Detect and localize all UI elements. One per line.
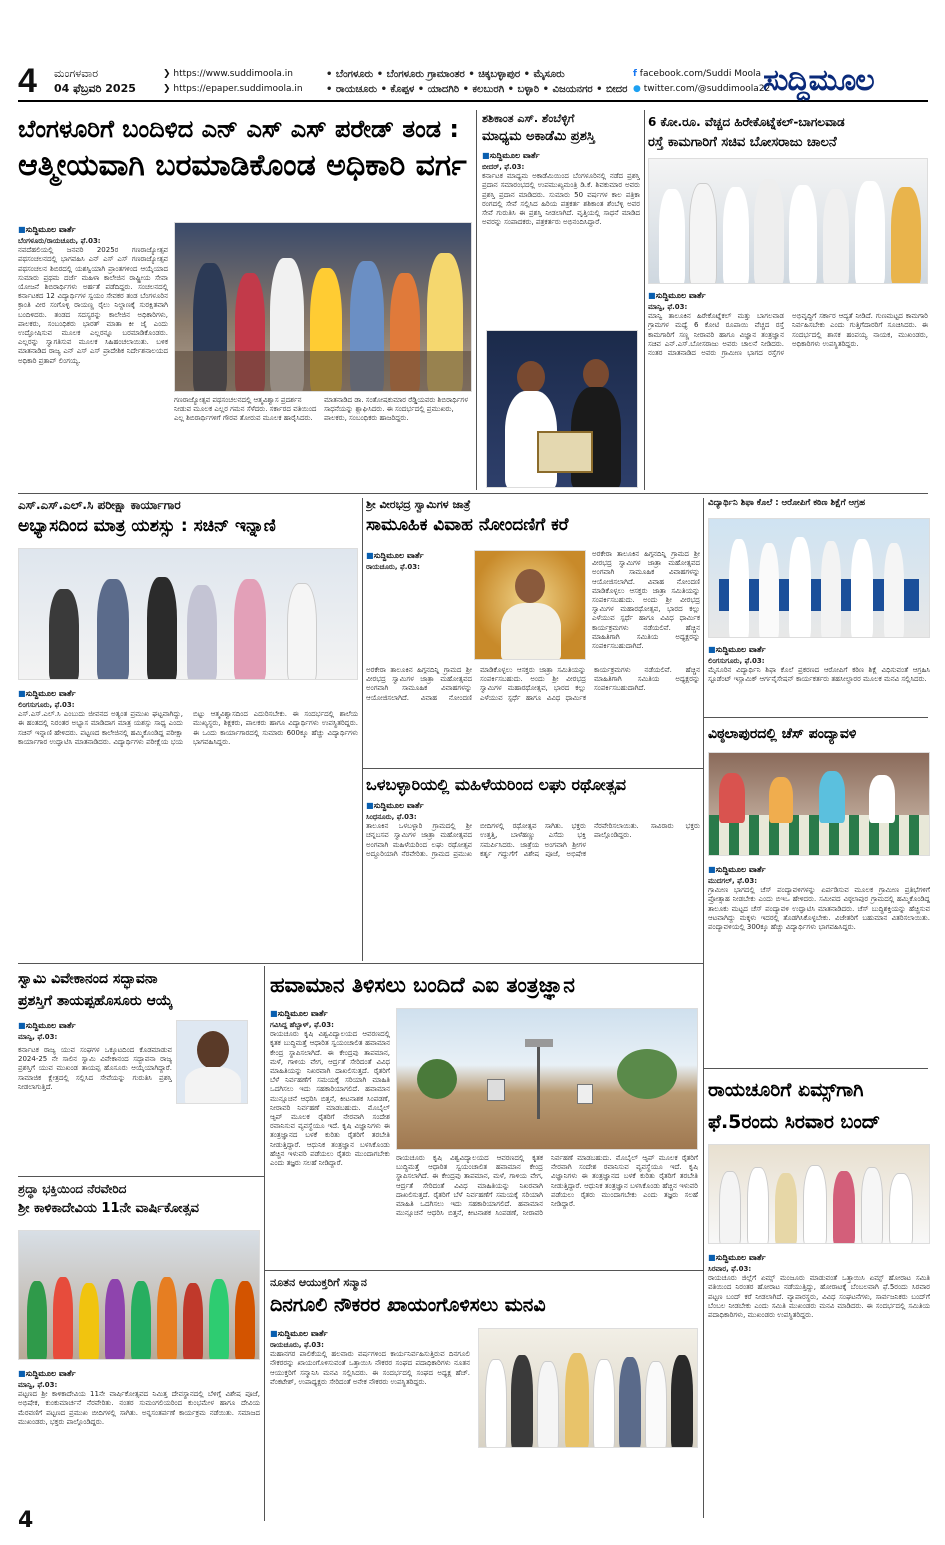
- article-mass-marriage: [366, 498, 700, 766]
- dateline: ಮಾನ್ವಿ, ಫೆ.03:: [18, 1381, 58, 1389]
- article-body: ರಾಯಚೂರು ಜಿಲ್ಲೆಗೆ ಏಮ್ಸ್ ಮಂಜೂರು ಮಾಡುವಂತೆ ಒತ್ತಾಯಿಸಿ ಏಮ್ಸ್ ಹೋರಾಟ ಸಮಿತಿ ವತಿಯಿಂದ ನಿರಂತರ ಹೋರಾಟ ನಡೆಯುತ್ತಿದ್ದು, ಹೋರಾಟಕ್ಕೆ ಬೆಂಬಲವಾಗಿ ಫೆ.5ರಂದು ಸಿರವಾರ ಪಟ್ಟಣ ಬಂದ್ ಕರೆ ನೀಡಲಾಗಿದೆ. ವ್ಯಾಪಾರಸ್ಥರು, ವಿವಿಧ ಸಂಘಟನೆಗಳು, ಸಾರ್ವಜನಿಕರು ಬಂದ್‌ಗೆ ಬೆಂಬಲ ನೀಡಬೇಕು ಎಂದು ಸಮಿತಿ ಮುಖಂಡರು ಮನವಿ ಮಾಡಿದರು. ಈ ಸಂದರ್ಭದಲ್ಲಿ ಸಮಿತಿಯ ಪದಾಧಿಕಾರಿಗಳು, ಮುಖಂಡರು ಉಪಸ್ಥಿತರಿದ್ದರು.: [708, 1274, 930, 1320]
- photo-sslc-felicitation: [18, 548, 358, 680]
- site-link[interactable]: https://www.suddimoola.in: [173, 69, 293, 79]
- dateline: ಮಾನ್ವಿ, ಫೆ.03:: [18, 1033, 58, 1041]
- photo-procession: [18, 1230, 260, 1360]
- twitter-link[interactable]: twitter.com/@suddimoola22: [643, 84, 771, 94]
- article-aiims-bandh: [708, 1074, 930, 1520]
- article-daily-wage-workers: [270, 1276, 700, 1520]
- kicker: ಶಶಿಕಾಂತ ಎಸ್. ಶೆಂಬೆಳ್ಳಿಗೆ: [482, 112, 575, 125]
- article-student-protest: [708, 498, 930, 716]
- epaper-link[interactable]: https://epaper.suddimoola.in: [173, 84, 303, 94]
- page-number-footer: 4: [18, 1508, 34, 1533]
- article-body: ಪಟ್ಟಣದ ಶ್ರೀ ಕಾಳಿಕಾದೇವಿಯ 11ನೇ ವಾರ್ಷಿಕೋತ್ಸವದ ನಿಮಿತ್ತ ದೇವಸ್ಥಾನದಲ್ಲಿ ಬೆಳಿಗ್ಗೆ ವಿಶೇಷ ಪೂಜೆ, ಅಭಿಷೇಕ, ಕುಂಕುಮಾರ್ಚನೆ ನೆರವೇರಿತು. ನಂತರ ಸುಮಂಗಲಿಯರಿಂದ ಕುಂಭಮೇಳ ಹಾಗೂ ದೇವಿಯ ಮೆರವಣಿಗೆ ಪಟ್ಟಣದ ಪ್ರಮುಖ ಬೀದಿಗಳಲ್ಲಿ ಸಾಗಿತು. ಅನ್ನಸಂತರ್ಪಣೆ ಕಾರ್ಯಕ್ರಮ ನಡೆಯಿತು. ಸಮಾಜದ ಮುಖಂಡರು, ಭಕ್ತರು ಪಾಲ್ಗೊಂಡಿದ್ದರು.: [18, 1390, 260, 1426]
- arrow-icon: ❯: [163, 69, 171, 79]
- facebook-link[interactable]: facebook.com/Suddi Moola: [639, 69, 762, 79]
- headline: ವಿಠ್ಠಲಾಪುರದಲ್ಲಿ ಚೆಸ್ ಪಂದ್ಯಾವಳಿ: [708, 726, 857, 742]
- article-body-continued: ರಾಯಚೂರು ಕೃಷಿ ವಿಶ್ವವಿದ್ಯಾಲಯದ ಆವರಣದಲ್ಲಿ ಕೃತಕ ಬುದ್ಧಿಮತ್ತೆ ಆಧಾರಿತ ಸ್ವಯಂಚಾಲಿತ ಹವಾಮಾನ ಕೇಂದ್ರ ಸ್ಥಾಪಿಸಲಾಗಿದೆ. ಈ ಕೇಂದ್ರವು ತಾಪಮಾನ, ಮಳೆ, ಗಾಳಿಯ ವೇಗ, ಆರ್ದ್ರತೆ ಸೇರಿದಂತೆ ವಿವಿಧ ಮಾಹಿತಿಯನ್ನು ನಿಖರವಾಗಿ ದಾಖಲಿಸುತ್ತದೆ. ರೈತರಿಗೆ ಬೆಳೆ ನಿರ್ವಹಣೆಗೆ ಸಮಯಕ್ಕೆ ಸರಿಯಾಗಿ ಮಾಹಿತಿ ಒದಗಿಸಲು ಇದು ಸಹಕಾರಿಯಾಗಲಿದೆ. ಹವಾಮಾನ ಮುನ್ಸೂಚನೆ ಆಧರಿಸಿ ಬಿತ್ತನೆ, ಕೀಟನಾಶಕ ಸಿಂಪಡಣೆ, ನೀರಾವರಿ ನಿರ್ವಹಣೆ ಮಾಡಬಹುದು. ಮೊಬೈಲ್ ಆ್ಯಪ್ ಮೂಲಕ ರೈತರಿಗೆ ನೇರವಾಗಿ ಸಂದೇಶ ರವಾನಿಸುವ ವ್ಯವಸ್ಥೆಯೂ ಇದೆ. ಕೃಷಿ ವಿಜ್ಞಾನಿಗಳು ಈ ತಂತ್ರಜ್ಞಾನದ ಬಳಕೆ ಕುರಿತು ರೈತರಿಗೆ ತರಬೇತಿ ನೀಡುತ್ತಿದ್ದಾರೆ. ಆಧುನಿಕ ತಂತ್ರಜ್ಞಾನ ಬಳಸಿಕೊಂಡು ಹೆಚ್ಚಿನ ಇಳುವರಿ ಪಡೆಯಲು ರೈತರು ಮುಂದಾಗಬೇಕು ಎಂದು ತಜ್ಞರು ಸಲಹೆ ನೀಡಿದ್ದಾರೆ.: [396, 1154, 698, 1218]
- photo-chess-players: [708, 752, 930, 856]
- article-nss-parade: [18, 112, 473, 490]
- article-road-works: [648, 112, 930, 490]
- byline: ■ ಸುದ್ದಿಮೂಲ ವಾರ್ತೆ: [270, 1329, 470, 1339]
- kicker: ವಿದ್ಯಾರ್ಥಿನಿ ಶಿಫಾ ಕೊಲೆ : ಆರೋಪಿಗೆ ಕಠಿಣ ಶಿಕ್ಷೆಗೆ ಆಗ್ರಹ: [708, 498, 866, 508]
- masthead: [18, 62, 928, 102]
- byline: ■ ಸುದ್ದಿಮೂಲ ವಾರ್ತೆ: [366, 801, 700, 811]
- headline: ಮಾಧ್ಯಮ ಅಕಾಡೆಮಿ ಪ್ರಶಸ್ತಿ: [482, 129, 595, 144]
- byline: ■ ಸುದ್ದಿಮೂಲ ವಾರ್ತೆ: [18, 225, 168, 235]
- photo-weather-station: [396, 1008, 698, 1150]
- photo-award-ceremony: [486, 330, 638, 488]
- article-sslc-workshop: [18, 498, 358, 960]
- arrow-icon: ❯: [163, 84, 171, 94]
- photo-nss-team: [174, 222, 472, 392]
- photo-aiims-committee: [708, 1144, 930, 1244]
- dateline: ಲಿಂಗಸುಗೂರು, ಫೆ.03:: [18, 701, 75, 709]
- headline: ಸಾಮೂಹಿಕ ವಿವಾಹ ನೋಂದಣಿಗೆ ಕರೆ: [366, 515, 569, 535]
- dateline: ಸಿಂಧನೂರು, ಫೆ.03:: [366, 813, 417, 821]
- social-links: [633, 67, 770, 97]
- article-chariot-festival: [366, 772, 700, 960]
- kicker: ಶ್ರದ್ಧಾ ಭಕ್ತಿಯಿಂದ ನೆರವೇರಿದ: [18, 1182, 127, 1196]
- article-body: ಮಾನ್ವಿ ತಾಲೂಕಿನ ಹಿರೇಕೊಟ್ನೆಕಲ್ ಮತ್ತು ಬಾಗಲವಾಡ ಗ್ರಾಮಗಳ ಮಧ್ಯೆ 6 ಕೋಟಿ ರೂಪಾಯಿ ವೆಚ್ಚದ ರಸ್ತೆ ಕಾಮಗಾರಿಗೆ ಸಣ್ಣ ನೀರಾವರಿ ಹಾಗೂ ವಿಜ್ಞಾನ ತಂತ್ರಜ್ಞಾನ ಸಚಿವ ಎನ್.ಎಸ್.ಬೋಸರಾಜು ಅವರು ಚಾಲನೆ ನೀಡಿದರು. ನಂತರ ಮಾತನಾಡಿದ ಅವರು ಗ್ರಾಮೀಣ ಭಾಗದ ರಸ್ತೆಗಳ ಅಭಿವೃದ್ಧಿಗೆ ಸರ್ಕಾರ ಆದ್ಯತೆ ನೀಡಿದೆ. ಗುಣಮಟ್ಟದ ಕಾಮಗಾರಿ ನಿರ್ವಹಿಸಬೇಕು ಎಂದು ಗುತ್ತಿಗೆದಾರರಿಗೆ ಸೂಚಿಸಿದರು. ಈ ಸಂದರ್ಭದಲ್ಲಿ ಶಾಸಕ ಹಂಪಯ್ಯ ನಾಯಕ, ಮುಖಂಡರು, ಅಧಿಕಾರಿಗಳು ಉಪಸ್ಥಿತರಿದ್ದರು.: [648, 312, 928, 358]
- byline: ■ ಸುದ್ದಿಮೂಲ ವಾರ್ತೆ: [708, 865, 930, 875]
- headline: ರಸ್ತೆ ಕಾಮಗಾರಿಗೆ ಸಚಿವ ಬೋಸರಾಜು ಚಾಲನೆ: [648, 135, 837, 150]
- headline: ಫೆ.5ರಂದು ಸಿರವಾರ ಬಂದ್: [708, 1111, 881, 1133]
- byline: ■ ಸುದ್ದಿಮೂಲ ವಾರ್ತೆ: [270, 1009, 390, 1019]
- kicker: ನೂತನ ಆಯುಕ್ತರಿಗೆ ಸನ್ಮಾನ: [270, 1276, 367, 1289]
- article-body: ಎಸ್.ಎಸ್.ಎಲ್.ಸಿ ಎಂಬುದು ಜೀವನದ ಅತ್ಯಂತ ಪ್ರಮುಖ ಘಟ್ಟವಾಗಿದ್ದು, ಈ ಹಂತದಲ್ಲಿ ನಿರಂತರ ಅಭ್ಯಾಸ ಮಾಡಿದಾಗ ಮಾತ್ರ ಯಶಸ್ಸು ಸಾಧ್ಯ ಎಂದು ಸಚಿನ್ ಇನ್ನಾಣಿ ಹೇಳಿದರು. ಪಟ್ಟಣದ ಕಾಲೇಜಿನಲ್ಲಿ ಹಮ್ಮಿಕೊಂಡಿದ್ದ ಪರೀಕ್ಷಾ ಕಾರ್ಯಾಗಾರ ಉದ್ಘಾಟಿಸಿ ಮಾತನಾಡಿದರು. ವಿದ್ಯಾರ್ಥಿಗಳು ಪರೀಕ್ಷೆಯ ಭಯ ಬಿಟ್ಟು ಆತ್ಮವಿಶ್ವಾಸದಿಂದ ಎದುರಿಸಬೇಕು. ಈ ಸಂದರ್ಭದಲ್ಲಿ ಶಾಲೆಯ ಮುಖ್ಯಸ್ಥರು, ಶಿಕ್ಷಕರು, ಪಾಲಕರು ಹಾಗೂ ವಿದ್ಯಾರ್ಥಿಗಳು ಉಪಸ್ಥಿತರಿದ್ದರು. ಈ ಒಂದು ಕಾರ್ಯಾಗಾರದಲ್ಲಿ ಸುಮಾರು 600ಕ್ಕೂ ಹೆಚ್ಚು ವಿದ್ಯಾರ್ಥಿಗಳು ಭಾಗವಹಿಸಿದ್ದರು.: [18, 710, 358, 746]
- article-body: ನವದೆಹಲಿಯಲ್ಲಿ ಜನವರಿ 2025ರ ಗಣರಾಜ್ಯೋತ್ಸವ ಪಥಸಂಚಲನದಲ್ಲಿ ಭಾಗವಹಿಸಿ ಎನ್ ಎಸ್ ಎಸ್ ಗಣರಾಜ್ಯೋತ್ಸವ ಪಥಸಂಚಲನ ಶಿಬಿರದಲ್ಲಿ ಯಶಸ್ವಿಯಾಗಿ ಪ್ರಾಂತಗಳಿಂದ ಆಯ್ಕೆಯಾದ ಸುಮಾರು ಪ್ರಥಮ ದರ್ಜೆ ಮಹಿಳಾ ಕಾಲೇಜಿನ ರಾಷ್ಟ್ರೀಯ ಸೇವಾ ಯೋಜನೆ ಶಿಬಿರಾರ್ಥಿಗಳು ಅರ್ಹತೆ ಪಡೆದಿದ್ದರು. ಸಂಚಲನದಲ್ಲಿ ಕರ್ನಾಟಕದ 12 ವಿದ್ಯಾರ್ಥಿಗಳ ಸ್ವಯಂ ಸೇವಕರ ತಂಡ ಬೆಂಗಳೂರಿನ ಕ್ರಾಂತಿ ವೀರ ಸಂಗೊಳ್ಳಿ ರಾಯಣ್ಣ ರೈಲು ನಿಲ್ದಾಣಕ್ಕೆ ಸುರಕ್ಷಿತವಾಗಿ ಬಂದಿಳಿದರು. ತಂಡದ ಸದಸ್ಯರನ್ನು ಕಾಲೇಜಿನ ಅಧಿಕಾರಿಗಳು, ಪಾಲಕರು, ಸಂಬಂಧಿಕರು ಭಾರತ್ ಮಾತಾ ಕೀ ಜೈ ಎಂದು ಉದ್ಘೋಷಿಸುವ ಮೂಲಕ ಎಲ್ಲರನ್ನೂ ಬರಮಾಡಿಕೊಂಡರು. ಎಲ್ಲರನ್ನು ಸ್ವಾಗತಿಸುವ ಮೂಲಕ ಸಿಹಿಹಂಚಲಾಯಿತು. ಬಳಿಕ ಮಾತನಾಡಿದ ರಾಜ್ಯ ಎನ್ ಎಸ್ ಎಸ್ ಪ್ರಾದೇಶಿಕ ನಿರ್ದೇಶನಾಲಯದ ಅಧಿಕಾರಿ ಪ್ರತಾಪ್ ಲಿಂಗಯ್ಯ.: [18, 246, 168, 365]
- headline: ರಾಯಚೂರಿಗೆ ಏಮ್ಸ್‌ಗಾಗಿ: [708, 1079, 864, 1101]
- photo-minister-inauguration: [648, 158, 928, 284]
- dateline: ಬೀದರ್, ಫೆ.03:: [482, 163, 525, 171]
- photo-protest: [708, 518, 930, 638]
- kicker: ಎಸ್.ಎಸ್.ಎಲ್.ಸಿ ಪರೀಕ್ಷಾ ಕಾರ್ಯಾಗಾರ: [18, 498, 181, 512]
- issue-date: ಮಂಗಳವಾರ 04 ಫೆಬ್ರವರಿ 2025: [54, 67, 136, 95]
- article-vivekananda-award: [18, 968, 260, 1173]
- article-body: ಮಹಾನಗರ ಪಾಲಿಕೆಯಲ್ಲಿ ಹಲವಾರು ವರ್ಷಗಳಿಂದ ಕಾರ್ಯನಿರ್ವಹಿಸುತ್ತಿರುವ ದಿನಗೂಲಿ ನೌಕರರನ್ನು ಖಾಯಂಗೊಳಿಸುವಂತೆ ಒತ್ತಾಯಿಸಿ ನೌಕರರ ಸಂಘದ ಪದಾಧಿಕಾರಿಗಳು ನೂತನ ಆಯುಕ್ತರಿಗೆ ಸನ್ಮಾನಿಸಿ ಮನವಿ ಸಲ್ಲಿಸಿದರು. ಈ ಸಂದರ್ಭದಲ್ಲಿ ಸಂಘದ ಅಧ್ಯಕ್ಷ ಹೆಚ್. ವೆಂಕಟೇಶ್, ಉಪಾಧ್ಯಕ್ಷರು ಸೇರಿದಂತೆ ಅನೇಕ ನೌಕರರು ಉಪಸ್ಥಿತರಿದ್ದರು.: [270, 1350, 470, 1386]
- article-body: ಕರ್ನಾಟಕ ರಾಜ್ಯ ಯುವ ಸಂಘಗಳ ಒಕ್ಕೂಟದಿಂದ ಕೊಡಮಾಡುವ 2024-25 ನೇ ಸಾಲಿನ ಸ್ವಾಮಿ ವಿವೇಕಾನಂದ ಸದ್ಭಾವನಾ ರಾಜ್ಯ ಪ್ರಶಸ್ತಿಗೆ ಯುವ ಮುಖಂಡ ತಾಯಪ್ಪ ಹೊಸೂರು ಆಯ್ಕೆಯಾಗಿದ್ದಾರೆ. ಸಾಮಾಜಿಕ ಕ್ಷೇತ್ರದಲ್ಲಿ ಸಲ್ಲಿಸಿದ ಸೇವೆಯನ್ನು ಗುರುತಿಸಿ ಪ್ರಶಸ್ತಿ ನೀಡಲಾಗುತ್ತಿದೆ.: [18, 1046, 172, 1091]
- dateline: ರಾಯಚೂರು, ಫೆ.03:: [270, 1341, 324, 1349]
- dateline: ಸಿರವಾರ, ಫೆ.03:: [708, 1265, 752, 1273]
- article-body: ಗ್ರಾಮೀಣ ಭಾಗದಲ್ಲಿ ಚೆಸ್ ಪಂದ್ಯಾವಳಿಗಳನ್ನು ಏರ್ಪಡಿಸುವ ಮೂಲಕ ಗ್ರಾಮೀಣ ಪ್ರತಿಭೆಗಳಿಗೆ ಪ್ರೋತ್ಸಾಹ ನೀಡಬೇಕು ಎಂದು ಬಿಇಒ ಹೇಳಿದರು. ಸಮೀಪದ ವಿಠ್ಠಲಾಪುರ ಗ್ರಾಮದಲ್ಲಿ ಹಮ್ಮಿಕೊಂಡಿದ್ದ ತಾಲೂಕು ಮಟ್ಟದ ಚೆಸ್ ಪಂದ್ಯಾವಳಿ ಉದ್ಘಾಟಿಸಿ ಮಾತನಾಡಿದರು. ಚೆಸ್ ಬುದ್ಧಿಶಕ್ತಿಯನ್ನು ಹೆಚ್ಚಿಸುವ ಆಟವಾಗಿದ್ದು ಮಕ್ಕಳು ಇದರಲ್ಲಿ ತೊಡಗಿಸಿಕೊಳ್ಳಬೇಕು. ವಿಜೇತರಿಗೆ ಬಹುಮಾನ ವಿತರಿಸಲಾಯಿತು. ಪಂದ್ಯಾವಳಿಯಲ್ಲಿ 300ಕ್ಕೂ ಹೆಚ್ಚು ವಿದ್ಯಾರ್ಥಿಗಳು ಭಾಗವಹಿಸಿದ್ದರು.: [708, 886, 930, 932]
- headline: ಹವಾಮಾನ ತಿಳಿಸಲು ಬಂದಿದೆ ಎಐ ತಂತ್ರಜ್ಞಾನ: [270, 973, 575, 997]
- dateline: ಮುದಗಲ್, ಫೆ.03:: [708, 877, 758, 885]
- photo-commissioner-felicitation: [478, 1328, 698, 1448]
- edition-cities: • ಬೆಂಗಳೂರು • ಬೆಂಗಳೂರು ಗ್ರಾಮಾಂತರ • ಚಿಕ್ಕಬಳ್ಳಾಪುರ • ಮೈಸೂರು • ರಾಯಚೂರು • ಕೊಪ್ಪಳ • ಯಾದಗಿರಿ • ಕಲಬುರಗಿ • ಬಳ್ಳಾರಿ • ವಿಜಯನಗರ • ಬೀದರ: [326, 69, 628, 95]
- article-ai-weather: [270, 968, 700, 1268]
- article-body: ರಾಯಚೂರು ಕೃಷಿ ವಿಶ್ವವಿದ್ಯಾಲಯದ ಆವರಣದಲ್ಲಿ ಕೃತಕ ಬುದ್ಧಿಮತ್ತೆ ಆಧಾರಿತ ಸ್ವಯಂಚಾಲಿತ ಹವಾಮಾನ ಕೇಂದ್ರ ಸ್ಥಾಪಿಸಲಾಗಿದೆ. ಈ ಕೇಂದ್ರವು ತಾಪಮಾನ, ಮಳೆ, ಗಾಳಿಯ ವೇಗ, ಆರ್ದ್ರತೆ ಸೇರಿದಂತೆ ವಿವಿಧ ಮಾಹಿತಿಯನ್ನು ನಿಖರವಾಗಿ ದಾಖಲಿಸುತ್ತದೆ. ರೈತರಿಗೆ ಬೆಳೆ ನಿರ್ವಹಣೆಗೆ ಸಮಯಕ್ಕೆ ಸರಿಯಾಗಿ ಮಾಹಿತಿ ಒದಗಿಸಲು ಇದು ಸಹಕಾರಿಯಾಗಲಿದೆ. ಹವಾಮಾನ ಮುನ್ಸೂಚನೆ ಆಧರಿಸಿ ಬಿತ್ತನೆ, ಕೀಟನಾಶಕ ಸಿಂಪಡಣೆ, ನೀರಾವರಿ ನಿರ್ವಹಣೆ ಮಾಡಬಹುದು. ಮೊಬೈಲ್ ಆ್ಯಪ್ ಮೂಲಕ ರೈತರಿಗೆ ನೇರವಾಗಿ ಸಂದೇಶ ರವಾನಿಸುವ ವ್ಯವಸ್ಥೆಯೂ ಇದೆ. ಕೃಷಿ ವಿಜ್ಞಾನಿಗಳು ಈ ತಂತ್ರಜ್ಞಾನದ ಬಳಕೆ ಕುರಿತು ರೈತರಿಗೆ ತರಬೇತಿ ನೀಡುತ್ತಿದ್ದಾರೆ. ಆಧುನಿಕ ತಂತ್ರಜ್ಞಾನ ಬಳಸಿಕೊಂಡು ಹೆಚ್ಚಿನ ಇಳುವರಿ ಪಡೆಯಲು ರೈತರು ಮುಂದಾಗಬೇಕು ಎಂದು ತಜ್ಞರು ಸಲಹೆ ನೀಡಿದ್ದಾರೆ.: [270, 1030, 390, 1168]
- headline: 6 ಕೋ.ರೂ. ವೆಚ್ಚದ ಹಿರೇಕೊಟ್ನೆಕಲ್-ಬಾಗಲವಾಡ: [648, 115, 845, 129]
- byline: ■ ಸುದ್ದಿಮೂಲ ವಾರ್ತೆ: [18, 1369, 260, 1379]
- headline: ಆತ್ಮೀಯವಾಗಿ ಬರಮಾಡಿಕೊಂಡ ಅಧಿಕಾರಿ ವರ್ಗ: [18, 148, 467, 183]
- article-body-continued: ಅರಕೇರಾ ತಾಲೂಕಿನ ಹಿಗ್ಗನದಿನ್ನಿ ಗ್ರಾಮದ ಶ್ರೀ ವೀರಭದ್ರ ಸ್ವಾಮಿಗಳ ಜಾತ್ರಾ ಮಹೋತ್ಸವದ ಅಂಗವಾಗಿ ಸಾಮೂಹಿಕ ವಿವಾಹಗಳನ್ನು ಆಯೋಜಿಸಲಾಗಿದೆ. ವಿವಾಹ ನೋಂದಣಿ ಮಾಡಿಕೊಳ್ಳಲು ಆಸಕ್ತರು ಜಾತ್ರಾ ಸಮಿತಿಯನ್ನು ಸಂಪರ್ಕಿಸಬಹುದು. ಅಂದು ಶ್ರೀ ವೀರಭದ್ರ ಸ್ವಾಮಿಗಳ ಮಹಾರಥೋತ್ಸವ, ಭಾರದ ಕಲ್ಲು ಎಳೆಯುವ ಸ್ಪರ್ಧೆ ಹಾಗೂ ವಿವಿಧ ಧಾರ್ಮಿಕ ಕಾರ್ಯಕ್ರಮಗಳು ನಡೆಯಲಿವೆ. ಹೆಚ್ಚಿನ ಮಾಹಿತಿಗಾಗಿ ಸಮಿತಿಯ ಅಧ್ಯಕ್ಷರನ್ನು ಸಂಪರ್ಕಿಸಬಹುದಾಗಿದೆ.: [592, 550, 700, 651]
- newspaper-logo: ಸುದ್ದಿಮೂಲ: [763, 63, 874, 98]
- article-body: ಅರಕೇರಾ ತಾಲೂಕಿನ ಹಿಗ್ಗನದಿನ್ನಿ ಗ್ರಾಮದ ಶ್ರೀ ವೀರಭದ್ರ ಸ್ವಾಮಿಗಳ ಜಾತ್ರಾ ಮಹೋತ್ಸವದ ಅಂಗವಾಗಿ ಸಾಮೂಹಿಕ ವಿವಾಹಗಳನ್ನು ಆಯೋಜಿಸಲಾಗಿದೆ. ವಿವಾಹ ನೋಂದಣಿ ಮಾಡಿಕೊಳ್ಳಲು ಆಸಕ್ತರು ಜಾತ್ರಾ ಸಮಿತಿಯನ್ನು ಸಂಪರ್ಕಿಸಬಹುದು. ಅಂದು ಶ್ರೀ ವೀರಭದ್ರ ಸ್ವಾಮಿಗಳ ಮಹಾರಥೋತ್ಸವ, ಭಾರದ ಕಲ್ಲು ಎಳೆಯುವ ಸ್ಪರ್ಧೆ ಹಾಗೂ ವಿವಿಧ ಧಾರ್ಮಿಕ ಕಾರ್ಯಕ್ರಮಗಳು ನಡೆಯಲಿವೆ. ಹೆಚ್ಚಿನ ಮಾಹಿತಿಗಾಗಿ ಸಮಿತಿಯ ಅಧ್ಯಕ್ಷರನ್ನು ಸಂಪರ್ಕಿಸಬಹುದಾಗಿದೆ.: [366, 666, 700, 702]
- dateline: ರಾಯಚೂರು, ಫೆ.03:: [366, 563, 420, 571]
- headline: ಬೆಂಗಳೂರಿಗೆ ಬಂದಿಳಿದ ಎನ್ ಎಸ್ ಎಸ್ ಪರೇಡ್ ತಂಡ :: [18, 115, 460, 143]
- byline: ■ ಸುದ್ದಿಮೂಲ ವಾರ್ತೆ: [18, 689, 358, 699]
- dateline: ಬೆಂಗಳೂರು/ರಾಯಚೂರು, ಫೆ.03:: [18, 237, 101, 245]
- headline: ಶ್ರೀ ಕಾಳಿಕಾದೇವಿಯ 11ನೇ ವಾರ್ಷಿಕೋತ್ಸವ: [18, 1201, 199, 1216]
- article-body: ತಾಲೂಕಿನ ಒಳಬಳ್ಳಾರಿ ಗ್ರಾಮದಲ್ಲಿ ಶ್ರೀ ಚನ್ನಬಸವ ಸ್ವಾಮಿಗಳ ಜಾತ್ರಾ ಮಹೋತ್ಸವದ ಅಂಗವಾಗಿ ಮಹಿಳೆಯರಿಂದ ಲಘು ರಥೋತ್ಸವ ಅದ್ದೂರಿಯಾಗಿ ನೆರವೇರಿತು. ಗ್ರಾಮದ ಪ್ರಮುಖ ಬೀದಿಗಳಲ್ಲಿ ರಥೋತ್ಸವ ಸಾಗಿತು. ಭಕ್ತರು ಉತ್ತತ್ತಿ, ಬಾಳೆಹಣ್ಣು ಎಸೆದು ಭಕ್ತಿ ಸಮರ್ಪಿಸಿದರು. ಜಾತ್ರೆಯ ಅಂಗವಾಗಿ ಶ್ರೀಗಳ ಕರ್ತೃ ಗದ್ದುಗೆಗೆ ವಿಶೇಷ ಪೂಜೆ, ಅಭಿಷೇಕ ನೆರವೇರಿಸಲಾಯಿತು. ಸಾವಿರಾರು ಭಕ್ತರು ಪಾಲ್ಗೊಂಡಿದ್ದರು.: [366, 822, 700, 858]
- twitter-icon: ●: [633, 84, 641, 94]
- byline: ■ ಸುದ್ದಿಮೂಲ ವಾರ್ತೆ: [18, 1021, 172, 1031]
- article-body: ಕರ್ನಾಟಕ ಮಾಧ್ಯಮ ಅಕಾಡೆಮಿಯಿಂದ ಬೆಂಗಳೂರಿನಲ್ಲಿ ನಡೆದ ಪ್ರಶಸ್ತಿ ಪ್ರದಾನ ಸಮಾರಂಭದಲ್ಲಿ ಉಪಮುಖ್ಯಮಂತ್ರಿ ಡಿ.ಕೆ. ಶಿವಕುಮಾರ ಅವರು ಪ್ರಶಸ್ತಿ ಪ್ರದಾನ ಮಾಡಿದರು. ಸುಮಾರು 50 ವರ್ಷಗಳ ಕಾಲ ಪತ್ರಿಕಾ ರಂಗದಲ್ಲಿ ಸೇವೆ ಸಲ್ಲಿಸಿದ ಹಿರಿಯ ಪತ್ರಕರ್ತ ಶಶಿಕಾಂತ ಶೆಂಬೆಳ್ಳಿ ಅವರ ಸೇವೆ ಗುರುತಿಸಿ ಈ ಪ್ರಶಸ್ತಿ ನೀಡಲಾಗಿದೆ. ವೃತ್ತಿಯಲ್ಲಿ ಸಾಧನೆ ಮಾಡಿದ ಅವರನ್ನು ಸಂಪಾದಕರು, ಪತ್ರಕರ್ತರು ಅಭಿನಂದಿಸಿದ್ದಾರೆ.: [482, 172, 640, 227]
- photo-caption: ಗಣರಾಜ್ಯೋತ್ಸವ ಪಥಸಂಚಲನದಲ್ಲಿ ಆತ್ಮವಿಶ್ವಾಸ ಪ್ರದರ್ಶನ ನೀಡುವ ಮೂಲಕ ಎಲ್ಲರ ಗಮನ ಸೆಳೆದರು. ಸರ್ಕಾರದ ವತಿಯಿಂದ ಎಲ್ಲ ಶಿಬಿರಾರ್ಥಿಗಳಿಗೆ ಗೌರವ ತೋರುವ ಮೂಲಕ ಹಾರೈಸಿದರು.: [174, 396, 317, 422]
- page-number: 4: [18, 62, 37, 100]
- web-links: [163, 67, 303, 97]
- article-kalikadevi-anniversary: [18, 1182, 260, 1520]
- photo-awardee: [176, 1020, 248, 1104]
- article-body-continued: ಮಾತನಾಡಿದ ಡಾ. ಸಂತೋಷಕುಮಾರ ರೆಡ್ಡಿಯವರು ಶಿಬಿರಾರ್ಥಿಗಳ ಸಾಧನೆಯನ್ನು ಶ್ಲಾಘಿಸಿದರು. ಈ ಸಂದರ್ಭದಲ್ಲಿ ಪ್ರಮುಖರು, ಪಾಲಕರು, ಸಂಬಂಧಿಕರು ಹಾಜರಿದ್ದರು.: [324, 396, 468, 422]
- byline: ■ ಸುದ್ದಿಮೂಲ ವಾರ್ತೆ: [366, 551, 470, 561]
- article-media-award: [482, 112, 640, 490]
- kicker: ಶ್ರೀ ವೀರಭದ್ರ ಸ್ವಾಮಿಗಳ ಜಾತ್ರೆ: [366, 498, 471, 511]
- byline: ■ ಸುದ್ದಿಮೂಲ ವಾರ್ತೆ: [648, 291, 928, 301]
- headline: ಒಳಬಳ್ಳಾರಿಯಲ್ಲಿ ಮಹಿಳೆಯರಿಂದ ಲಘು ರಥೋತ್ಸವ: [366, 775, 627, 794]
- dateline: ಮಾನ್ವಿ, ಫೆ.03:: [648, 303, 688, 311]
- article-chess-tournament: [708, 722, 930, 1066]
- photo-swamiji: [474, 550, 586, 660]
- byline: ■ ಸುದ್ದಿಮೂಲ ವಾರ್ತೆ: [708, 1253, 930, 1263]
- byline: ■ ಸುದ್ದಿಮೂಲ ವಾರ್ತೆ: [482, 151, 640, 161]
- headline: ದಿನಗೂಲಿ ನೌಕರರ ಖಾಯಂಗೊಳಿಸಲು ಮನವಿ: [270, 1294, 546, 1316]
- byline: ■ ಸುದ್ದಿಮೂಲ ವಾರ್ತೆ: [708, 645, 930, 655]
- dateline: ಗವಿಸಿದ್ದ ಹೆಬ್ಬಾಳ್, ಫೆ.03:: [270, 1021, 334, 1029]
- headline: ಅಭ್ಯಾಸದಿಂದ ಮಾತ್ರ ಯಶಸ್ಸು : ಸಚಿನ್ ಇನ್ನಾಣಿ: [18, 516, 276, 536]
- headline: ಪ್ರಶಸ್ತಿಗೆ ತಾಯಪ್ಪಹೊಸೂರು ಆಯ್ಕೆ: [18, 993, 173, 1009]
- headline: ಸ್ವಾಮಿ ವಿವೇಕಾನಂದ ಸದ್ಭಾವನಾ: [18, 971, 158, 987]
- dateline: ಲಿಂಗಸುಗೂರು, ಫೆ.03:: [708, 657, 765, 665]
- facebook-icon: f: [633, 69, 637, 79]
- article-body: ಮೈಸೂರಿನ ವಿದ್ಯಾರ್ಥಿನಿ ಶಿಫಾ ಕೊಲೆ ಪ್ರಕರಣದ ಆರೋಪಿಗೆ ಕಠಿಣ ಶಿಕ್ಷೆ ವಿಧಿಸುವಂತೆ ಆಗ್ರಹಿಸಿ ಸ್ಟೂಡೆಂಟ್ ಇಸ್ಲಾಮಿಕ್ ಆರ್ಗನೈಸೇಷನ್ ಕಾರ್ಯಕರ್ತರು ತಹಸೀಲ್ದಾರರ ಮೂಲಕ ಮನವಿ ಸಲ್ಲಿಸಿದರು.: [708, 666, 930, 684]
